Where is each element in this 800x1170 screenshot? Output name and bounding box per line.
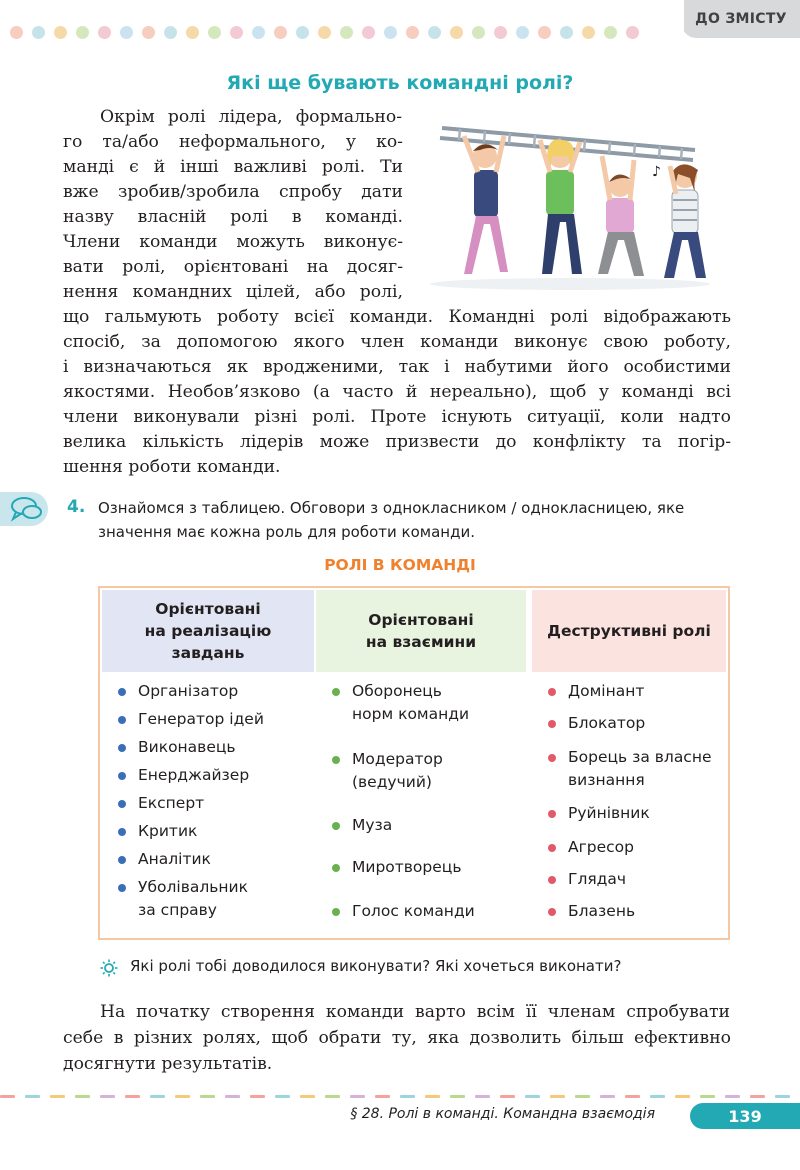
decorative-dot — [98, 26, 111, 39]
column-heading-line: Орієнтовані — [368, 611, 474, 629]
role-item — [548, 746, 722, 792]
chat-bubbles-icon — [0, 492, 48, 526]
decorative-dot — [252, 26, 265, 39]
role-item-text: Модератор — [352, 750, 443, 768]
paragraph-line: Члени команди можуть виконує- — [63, 232, 403, 252]
closing-line: На початку створення команди варто всім її членам спробувати — [100, 1002, 730, 1022]
task-number: 4. — [67, 497, 86, 517]
decorative-dot — [384, 26, 397, 39]
role-item-text: Блокатор — [568, 714, 646, 732]
role-item-text: Домінант — [568, 682, 645, 700]
paragraph-line: манді є й інші важливі ролі. Ти — [63, 157, 403, 177]
paragraph-line: що гальмують роботу всієї команди. Командні ролі відображають — [63, 307, 731, 327]
role-item-text: Руйнівник — [568, 804, 650, 822]
bullet-dot — [118, 744, 126, 752]
column-heading-line: завдань — [171, 644, 245, 662]
paragraph-line: і визначаються як вродженими, так і набутими його особистими — [63, 357, 731, 377]
decorative-dot — [76, 26, 89, 39]
bullet-dot — [332, 756, 340, 764]
decorative-dot — [494, 26, 507, 39]
role-item-text: Оборонець — [352, 682, 442, 700]
decorative-dot — [32, 26, 45, 39]
decorative-dash — [625, 1095, 640, 1098]
decorative-dash — [550, 1095, 565, 1098]
column-heading-destructive — [532, 590, 726, 672]
paragraph-line: нення командних цілей, або ролі, — [63, 282, 403, 302]
bullet-dot — [332, 864, 340, 872]
role-item-text: визнання — [568, 771, 645, 789]
role-item-text: Уболівальник — [138, 878, 248, 896]
role-item-text: Муза — [352, 816, 393, 834]
role-item — [118, 764, 310, 787]
decorative-dot — [186, 26, 199, 39]
role-item-text: за справу — [138, 901, 217, 919]
role-item — [548, 836, 722, 859]
column-heading-line: на взаємини — [365, 633, 477, 651]
decorative-dot — [538, 26, 551, 39]
paragraph-line: Окрім ролі лідера, формально- — [100, 107, 402, 127]
role-item-text: Експерт — [138, 794, 205, 812]
column-heading-line: Деструктивні ролі — [547, 622, 711, 640]
decorative-dash — [125, 1095, 140, 1098]
to-contents-label: ДО ЗМІСТУ — [695, 11, 787, 27]
decorative-dot — [582, 26, 595, 39]
bullet-dot — [332, 688, 340, 696]
paragraph-line: вати ролі, орієнтовані на досяг- — [63, 257, 403, 277]
role-item — [332, 856, 522, 879]
task-text-line-1: Ознайомся з таблицею. Обговори з однокласником / однокласницею, яке — [98, 499, 685, 517]
role-item-text: Глядач — [568, 870, 627, 888]
role-item — [332, 680, 522, 726]
bullet-dot — [118, 884, 126, 892]
decorative-dot — [208, 26, 221, 39]
bullet-dot — [548, 754, 556, 762]
to-contents-button[interactable] — [682, 0, 800, 38]
decorative-dash — [150, 1095, 165, 1098]
paragraph-line: якостями. Необов’язково (а часто й нереально), щоб у команді всі — [63, 382, 731, 402]
role-item-text: Виконавець — [138, 738, 236, 756]
decorative-dot — [120, 26, 133, 39]
section-title: Які ще бувають командні ролі? — [226, 72, 574, 94]
bullet-dot — [332, 908, 340, 916]
role-item — [332, 748, 522, 794]
role-item-text: Організатор — [138, 682, 239, 700]
decorative-dash — [275, 1095, 290, 1098]
decorative-dash — [425, 1095, 440, 1098]
decorative-dash — [375, 1095, 390, 1098]
bullet-dot — [548, 688, 556, 696]
decorative-dash — [325, 1095, 340, 1098]
column-heading-line: на реалізацію — [144, 622, 272, 640]
decorative-dash — [475, 1095, 490, 1098]
sun-icon — [100, 959, 118, 977]
role-item-text: Аналітик — [138, 850, 211, 868]
decorative-dot — [626, 26, 639, 39]
decorative-dash — [100, 1095, 115, 1098]
decorative-dot — [450, 26, 463, 39]
decorative-dash — [500, 1095, 515, 1098]
role-item — [548, 900, 722, 923]
role-item-text: Критик — [138, 822, 198, 840]
bullet-dot — [118, 800, 126, 808]
decorative-dot — [230, 26, 243, 39]
role-item — [332, 814, 522, 837]
decorative-dot — [318, 26, 331, 39]
decorative-dash — [650, 1095, 665, 1098]
decorative-dash — [525, 1095, 540, 1098]
decorative-dot — [362, 26, 375, 39]
decorative-dash — [50, 1095, 65, 1098]
decorative-dash — [775, 1095, 790, 1098]
svg-text:♪: ♪ — [652, 164, 661, 180]
bullet-dot — [548, 908, 556, 916]
decorative-dash — [0, 1095, 15, 1098]
paragraph-line: велика кількість лідерів може призвести до конфлікту та погір- — [63, 432, 731, 452]
decorative-dot — [560, 26, 573, 39]
role-item — [118, 792, 310, 815]
decorative-dot — [340, 26, 353, 39]
decorative-dot — [296, 26, 309, 39]
decorative-dot — [516, 26, 529, 39]
role-item-text: Агресор — [568, 838, 634, 856]
page-number: 139 — [690, 1103, 800, 1129]
role-item-text: (ведучий) — [352, 773, 432, 791]
roles-table — [98, 586, 730, 940]
decorative-dash — [750, 1095, 765, 1098]
paragraph-line: вже зробив/зробила спробу дати — [63, 182, 403, 202]
footer-dashed-line — [0, 1095, 790, 1098]
role-item-text: Голос команди — [352, 902, 475, 920]
top-dots-decoration — [10, 26, 639, 39]
decorative-dash — [175, 1095, 190, 1098]
bullet-dot — [118, 772, 126, 780]
table-title: РОЛІ В КОМАНДІ — [324, 556, 476, 574]
decorative-dot — [54, 26, 67, 39]
bullet-dot — [118, 828, 126, 836]
decorative-dash — [725, 1095, 740, 1098]
bullet-dot — [548, 720, 556, 728]
decorative-dot — [142, 26, 155, 39]
decorative-dot — [428, 26, 441, 39]
decorative-dash — [700, 1095, 715, 1098]
role-item — [548, 680, 722, 703]
column-heading-line: Орієнтовані — [155, 600, 261, 618]
bullet-dot — [548, 810, 556, 818]
role-item-text: Миротворець — [352, 858, 462, 876]
decorative-dot — [472, 26, 485, 39]
role-item — [118, 876, 310, 922]
reflection-question: Які ролі тобі доводилося виконувати? Які хочеться виконати? — [130, 957, 622, 975]
decorative-dot — [274, 26, 287, 39]
role-item — [118, 848, 310, 871]
role-item — [118, 680, 310, 703]
bullet-dot — [548, 844, 556, 852]
task-text-line-2: значення має кожна роль для роботи команди. — [98, 523, 475, 541]
role-item-text: Борець за власне — [568, 748, 712, 766]
decorative-dot — [10, 26, 23, 39]
decorative-dash — [200, 1095, 215, 1098]
decorative-dash — [350, 1095, 365, 1098]
paragraph-line: шення роботи команди. — [63, 457, 281, 477]
decorative-dash — [225, 1095, 240, 1098]
role-item — [548, 712, 722, 735]
paragraph-line: спосіб, за допомогою якого член команди виконує свою роботу, — [63, 332, 731, 352]
paragraph-line: назву власній ролі в команді. — [63, 207, 403, 227]
running-title: § 28. Ролі в команді. Командна взаємодія — [350, 1106, 655, 1122]
role-item — [118, 736, 310, 759]
role-item — [118, 708, 310, 731]
decorative-dash — [300, 1095, 315, 1098]
decorative-dash — [450, 1095, 465, 1098]
decorative-dash — [675, 1095, 690, 1098]
bullet-dot — [332, 822, 340, 830]
role-item — [548, 868, 722, 891]
role-item-text: Блазень — [568, 902, 636, 920]
role-item — [118, 820, 310, 843]
column-heading-tasks — [102, 590, 314, 672]
decorative-dot — [604, 26, 617, 39]
decorative-dash — [25, 1095, 40, 1098]
role-item-text: Енерджайзер — [138, 766, 250, 784]
closing-line: досягнути результатів. — [63, 1054, 273, 1074]
decorative-dash — [575, 1095, 590, 1098]
bullet-dot — [118, 856, 126, 864]
decorative-dash — [400, 1095, 415, 1098]
role-item — [548, 802, 722, 825]
column-heading-relationships — [316, 590, 526, 672]
decorative-dot — [164, 26, 177, 39]
paragraph-line: го та/або неформального, у ко- — [63, 132, 403, 152]
decorative-dash — [75, 1095, 90, 1098]
role-item-text: Генератор ідей — [138, 710, 264, 728]
bullet-dot — [118, 716, 126, 724]
bullet-dot — [118, 688, 126, 696]
discussion-marker — [0, 492, 48, 526]
closing-line: себе в різних ролях, щоб обрати ту, яка дозволить більш ефективно — [63, 1028, 731, 1048]
decorative-dot — [406, 26, 419, 39]
role-item-text: норм команди — [352, 705, 470, 723]
role-item — [332, 900, 522, 923]
kids-carrying-ladder-illustration — [420, 106, 730, 296]
bullet-dot — [548, 876, 556, 884]
decorative-dash — [250, 1095, 265, 1098]
decorative-dash — [600, 1095, 615, 1098]
paragraph-line: члени виконували різні ролі. Проте існують ситуації, коли надто — [63, 407, 731, 427]
